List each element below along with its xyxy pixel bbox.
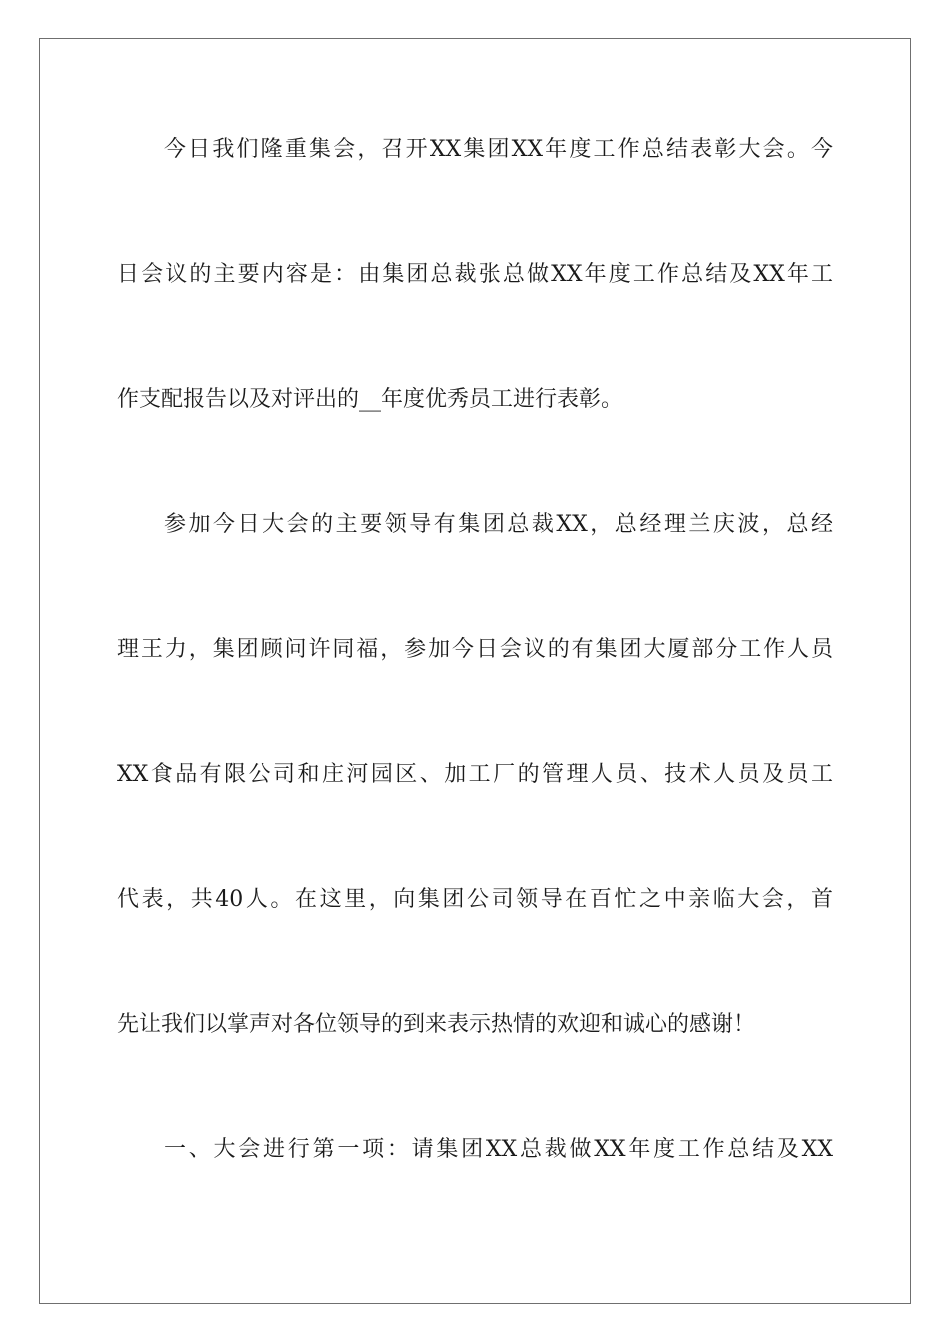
- paragraph-2-line-4: 代表，共40人。在这里，向集团公司领导在百忙之中亲临大会，首: [117, 887, 833, 912]
- paragraph-1-line-1: 今日我们隆重集会，召开XX集团XX年度工作总结表彰大会。今: [164, 137, 833, 162]
- paragraph-2-line-2: 理王力，集团顾问许同福，参加今日会议的有集团大厦部分工作人员: [117, 637, 833, 662]
- paragraph-1-line-2: 日会议的主要内容是：由集团总裁张总做XX年度工作总结及XX年工: [117, 262, 833, 287]
- paragraph-2-line-5: 先让我们以掌声对各位领导的到来表示热情的欢迎和诚心的感谢！: [117, 1012, 756, 1037]
- page-border: [39, 38, 911, 1304]
- paragraph-1-line-3: 作支配报告以及对评出的__年度优秀员工进行表彰。: [117, 387, 624, 412]
- paragraph-3-line-1: 一、大会进行第一项：请集团XX总裁做XX年度工作总结及XX: [164, 1137, 833, 1162]
- paragraph-2-line-1: 参加今日大会的主要领导有集团总裁XX，总经理兰庆波，总经: [164, 512, 833, 537]
- paragraph-2-line-3: XX食品有限公司和庄河园区、加工厂的管理人员、技术人员及员工: [117, 762, 833, 787]
